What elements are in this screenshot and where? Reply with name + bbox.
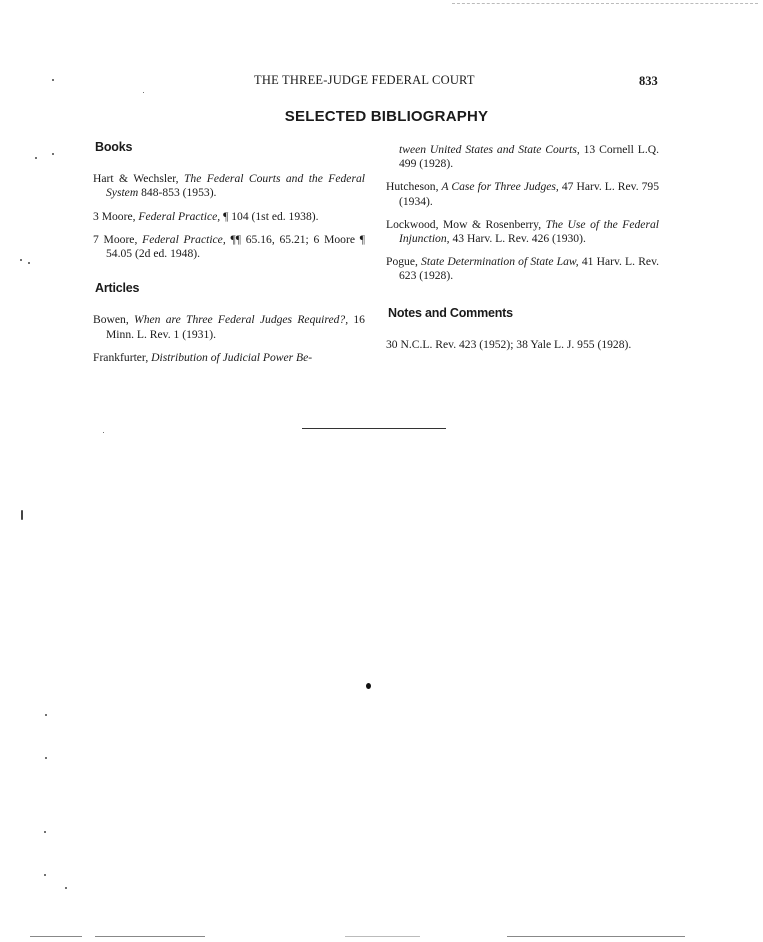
scan-speck (143, 92, 144, 93)
scan-edge-bottom (95, 936, 205, 937)
bibliography-entry-continued: tween United States and State Courts, 13 Cornell L.Q. 499 (1928). (399, 143, 659, 171)
scan-edge-bottom (345, 936, 420, 937)
scan-speck (366, 683, 371, 689)
scan-edge-bottom (30, 936, 82, 937)
running-head-title: THE THREE-JUDGE FEDERAL COURT (254, 73, 475, 87)
scan-speck (35, 157, 37, 159)
scan-speck (45, 714, 47, 716)
running-head (0, 73, 763, 91)
scan-speck (44, 831, 46, 833)
scan-edge-bottom (507, 936, 685, 937)
page-number: 833 (639, 74, 658, 88)
bibliography-entry: Bowen, When are Three Federal Judges Required?, 16 Minn. L. Rev. 1 (1931). (93, 313, 365, 341)
bibliography-entry: Pogue, State Determination of State Law, 41 Harv. L. Rev. 623 (1928). (386, 255, 660, 283)
scan-speck (65, 887, 67, 889)
scan-speck (44, 874, 46, 876)
bibliography-entry: Frankfurter, Distribution of Judicial Power Be- (93, 350, 313, 364)
bibliography-entry: Hutcheson, A Case for Three Judges, 47 Harv. L. Rev. 795 (1934). (386, 180, 659, 208)
notes-heading: Notes and Comments (388, 305, 513, 320)
closing-rule (302, 428, 446, 429)
bibliography-entry: 3 Moore, Federal Practice, ¶ 104 (1st ed. 1938). (93, 209, 319, 223)
scan-speck (52, 153, 54, 155)
books-heading: Books (95, 140, 133, 154)
scan-speck (52, 79, 54, 81)
articles-heading: Articles (95, 281, 140, 296)
scan-speck (28, 262, 30, 264)
scan-speck (21, 510, 23, 520)
bibliography-entry: 30 N.C.L. Rev. 423 (1952); 38 Yale L. J. 955 (1928). (386, 337, 632, 351)
scan-edge-top (452, 3, 758, 4)
right-column (386, 140, 659, 361)
scan-speck (45, 757, 47, 759)
scan-speck (103, 432, 104, 433)
bibliography-entry: 7 Moore, Federal Practice, ¶¶ 65.16, 65.21; 6 Moore ¶ 54.05 (2d ed. 1948). (93, 232, 365, 261)
section-title: SELECTED BIBLIOGRAPHY (284, 108, 489, 125)
bibliography-entry: Lockwood, Mow & Rosenberry, The Use of the Federal Injunction, 43 Harv. L. Rev. 426 (1930). (386, 217, 659, 246)
scan-speck (20, 259, 22, 261)
bibliography-entry: Hart & Wechsler, The Federal Courts and the Federal System 848-853 (1953). (93, 172, 365, 200)
left-column (93, 140, 365, 374)
